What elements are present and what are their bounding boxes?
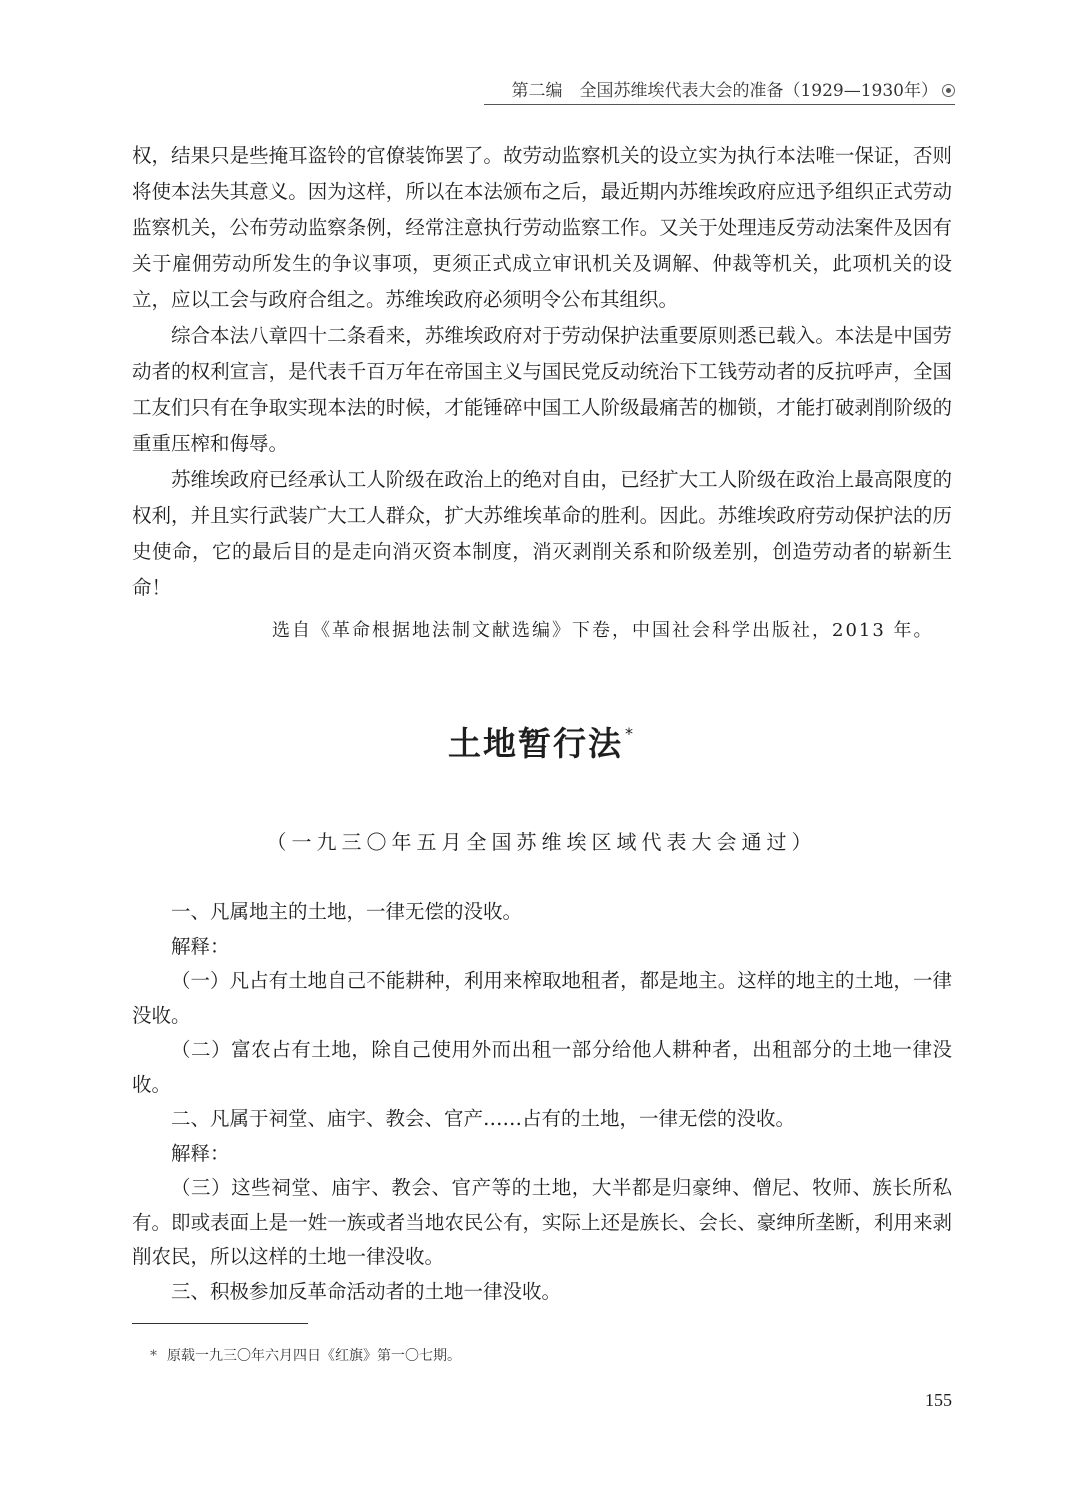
paragraph: 综合本法八章四十二条看来，苏维埃政府对于劳动保护法重要原则悉已载入。本法是中国劳动者的权利宣言，是代表千百万年在帝国主义与国民党反动统治下工钱劳动者的反抗呼声，全国工友们只有在争取实现本法的时候，才能锤碎中国工人阶级最痛苦的枷锁，才能打破剥削阶级的重重压榨和侮辱。: [132, 324, 952, 455]
page-number: 155: [925, 1390, 952, 1410]
source-note: 选自《革命根据地法制文献选编》下卷，中国社会科学出版社，2013 年。: [272, 620, 934, 641]
law-title: [0, 718, 1083, 765]
running-header-title: 第二编 全国苏维埃代表大会的准备（1929—1930年）: [511, 81, 938, 101]
article: 一、凡属地主的土地，一律无偿的没收。: [171, 900, 523, 923]
law-articles: [132, 895, 952, 1309]
paragraph: 苏维埃政府已经承认工人阶级在政治上的绝对自由，已经扩大工人阶级在政治上最高限度的权利，并且实行武装广大工人群众，扩大苏维埃革命的胜利。因此。苏维埃政府劳动保护法的历史使命，它的最后目的是走向消灭资本制度，消灭剥削关系和阶级差别，创造劳动者的崭新生命！: [132, 468, 952, 599]
law-title-text: 土地暂行法: [448, 724, 623, 763]
article-explanation-label: 解释：: [171, 1141, 230, 1165]
law-subtitle: （一九三〇年五月全国苏维埃区域代表大会通过）: [266, 830, 817, 854]
footnote-rule: [132, 1323, 308, 1324]
footnote-text: 原载一九三〇年六月四日《红旗》第一〇七期。: [167, 1348, 461, 1364]
article-explanation: （三）这些祠堂、庙宇、教会、官产等的土地，大半都是归豪绅、僧尼、牧师、族长所私有。即或表面上是一姓一族或者当地农民公有，实际上还是族长、会长、豪绅所垄断，利用来剥削农民，所以这样的土地一律没收。: [132, 1176, 952, 1268]
circle-dot-icon: [942, 84, 955, 97]
paragraph-continued: 权，结果只是些掩耳盗铃的官僚装饰罢了。故劳动监察机关的设立实为执行本法唯一保证，否则将使本法失其意义。因为这样，所以在本法颁布之后，最近期内苏维埃政府应迅予组织正式劳动监察机关，公布劳动监察条例，经常注意执行劳动监察工作。又关于处理违反劳动法案件及因有关于雇佣劳动所发生的争议事项，更须正式成立审讯机关及调解、仲裁等机关，此项机关的设立，应以工会与政府合组之。苏维埃政府必须明令公布其组织。: [132, 144, 952, 311]
article-explanation: （二）富农占有土地，除自己使用外而出租一部分给他人耕种者，出租部分的土地一律没收。: [132, 1038, 952, 1096]
footnote-marker: *: [625, 724, 635, 743]
header-rule: [484, 104, 955, 105]
article: 三、积极参加反革命活动者的土地一律没收。: [171, 1279, 562, 1303]
body-text: [132, 138, 952, 606]
footnote-mark: *: [150, 1348, 157, 1364]
running-header: [500, 76, 955, 101]
footnote: [150, 1345, 461, 1365]
article-explanation: （一）凡占有土地自己不能耕种，利用来榨取地租者，都是地主。这样的地主的土地，一律没收。: [132, 969, 952, 1027]
article-explanation-label: 解释：: [171, 934, 230, 958]
article: 二、凡属于祠堂、庙宇、教会、官产……占有的土地，一律无偿的没收。: [171, 1107, 796, 1130]
